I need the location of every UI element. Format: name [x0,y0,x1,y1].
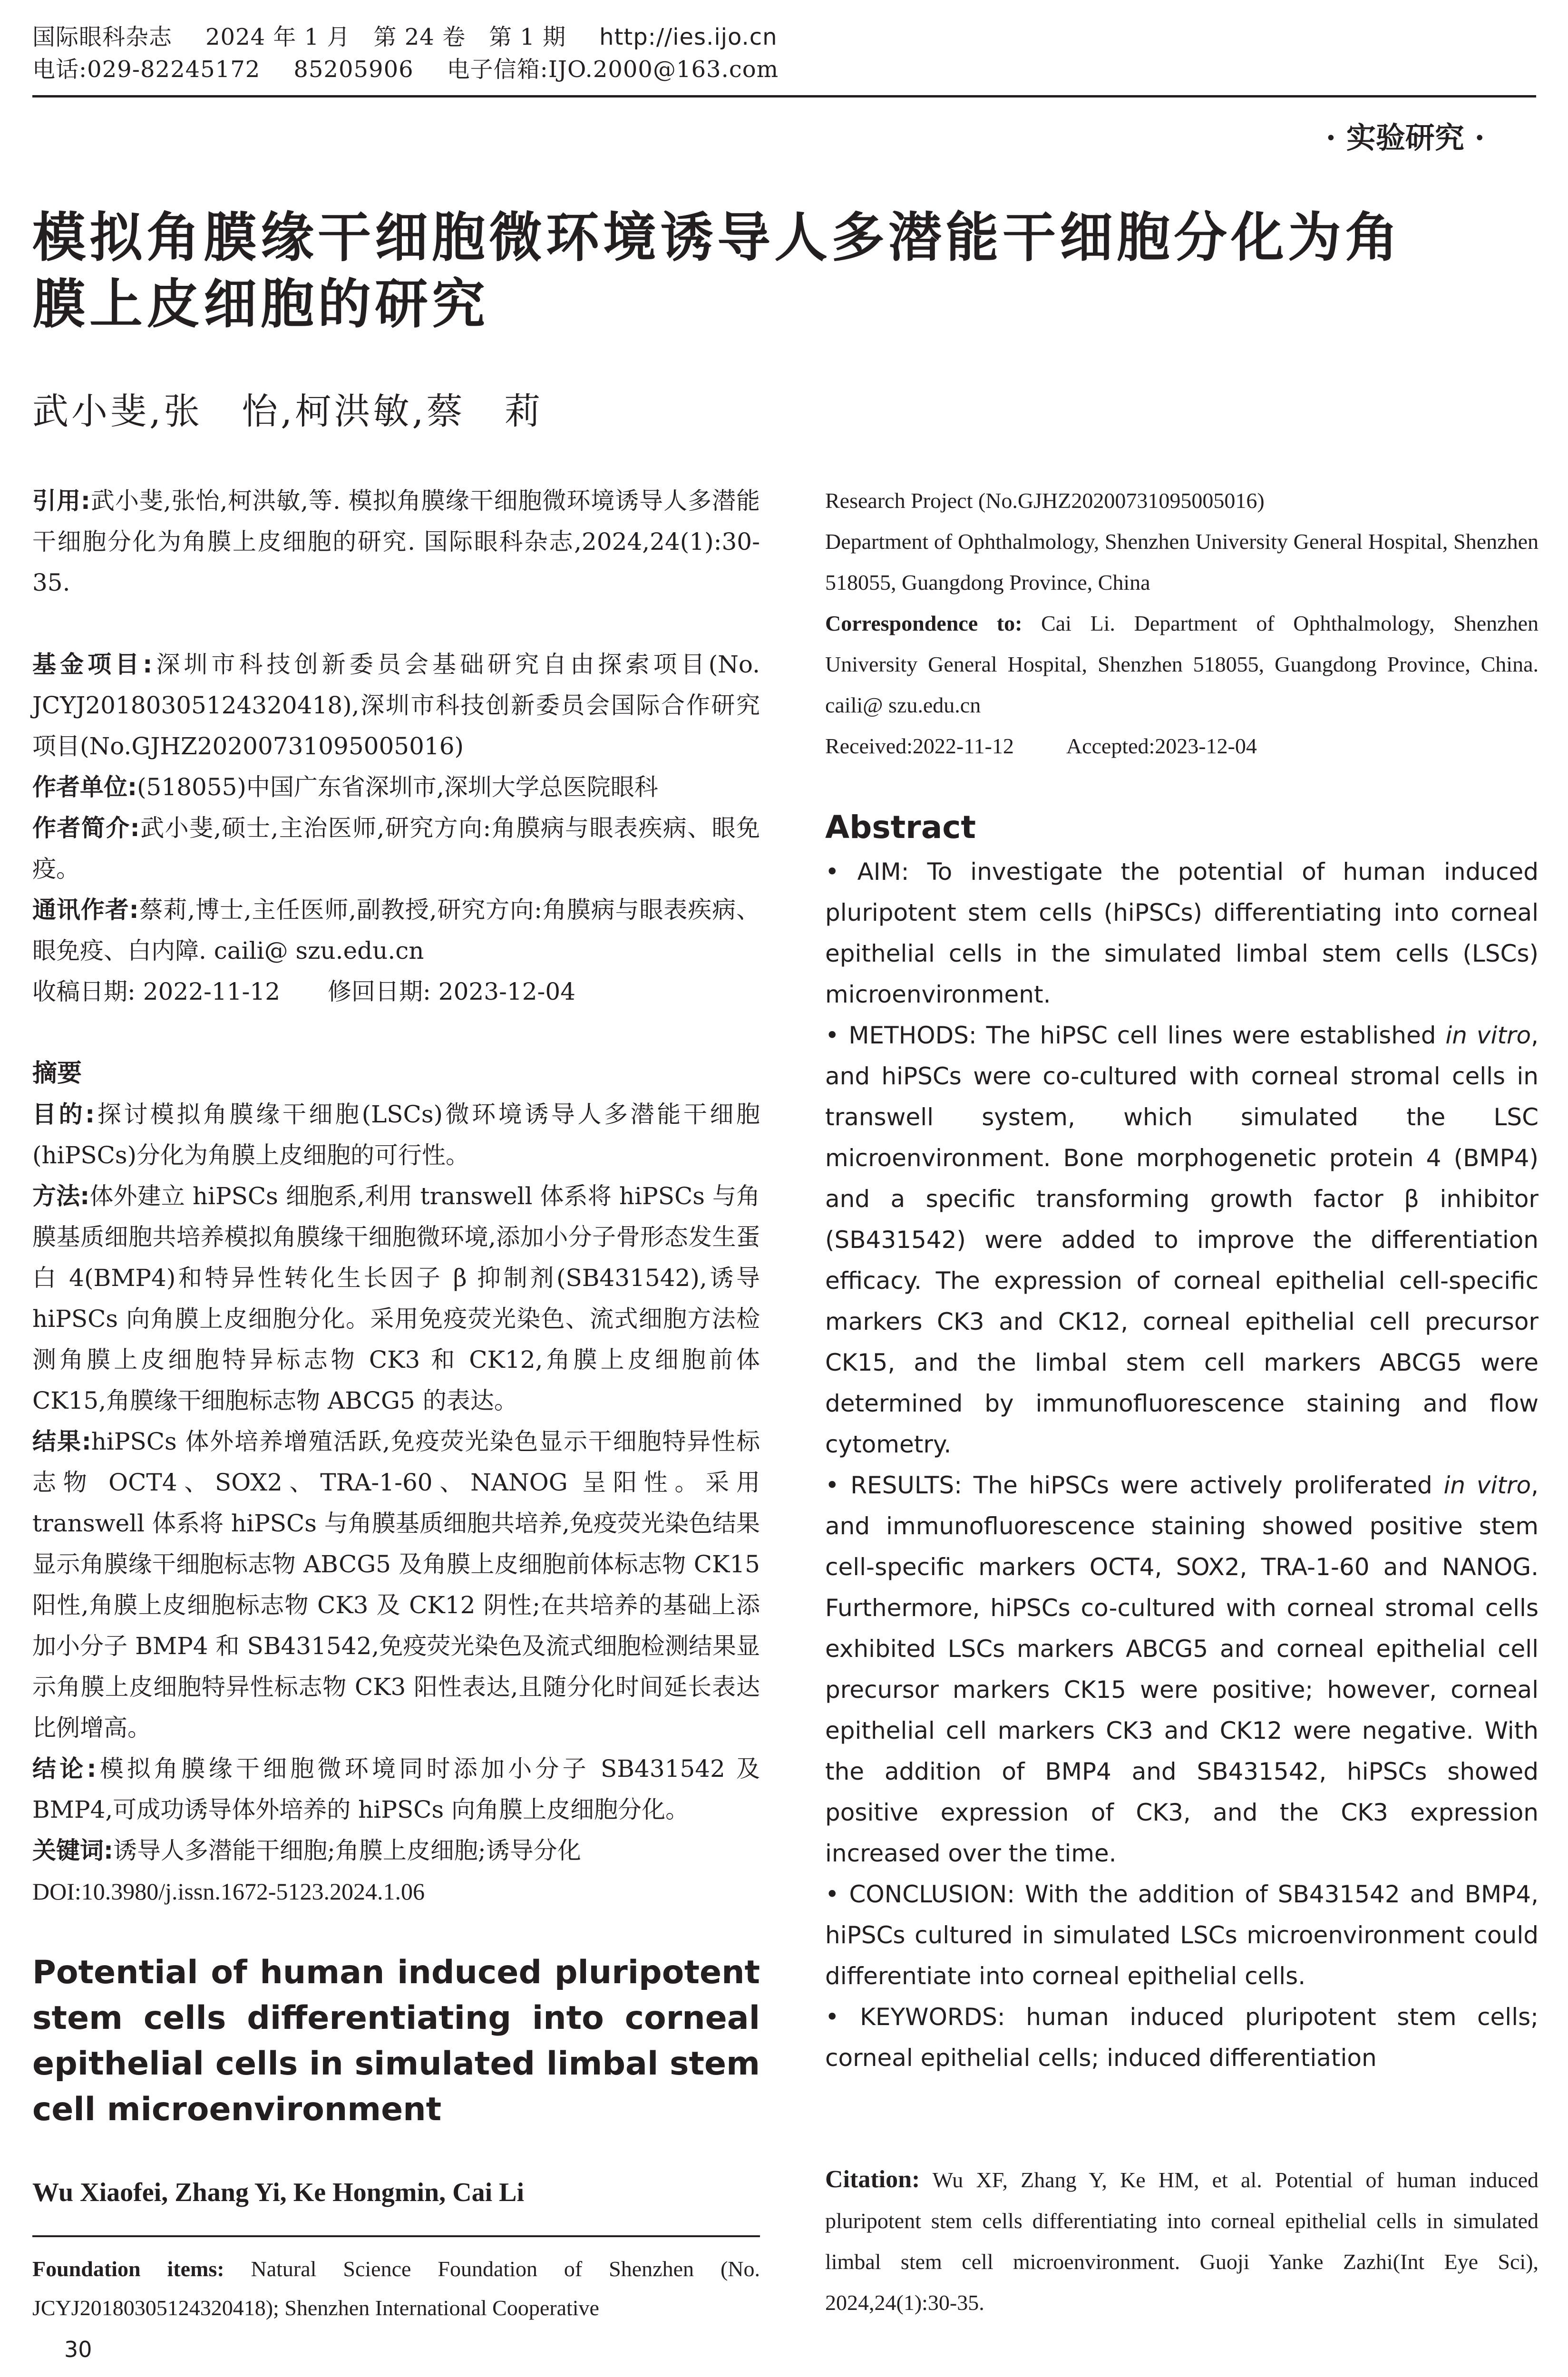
foundation-items-en [32,2250,760,2328]
corresponding-author [32,889,760,971]
header-rule [32,95,1536,97]
keywords-cn [32,1830,760,1871]
abstract-heading-cn: 摘要 [32,1059,82,1088]
methods-label-en: • METHODS: [825,1022,977,1049]
methods-text-cn: 体外建立 hiPSCs 细胞系,利用 transwell 体系将 hiPSCs 与角膜基质细胞共培养模拟角膜缘干细胞微环境,添加小分子骨形态发生蛋白 4(BMP4)和特异性转化生长因子 β 抑制剂(SB431542),诱导 hiPSCs 向角膜上皮细胞分化。采用免疫荧光染色、流式细胞方法检测角膜上皮细胞特异标志物 CK3 和 CK12,角膜上皮细胞前体 CK15,角膜缘干细胞标志物 ABCG5 的表达。 [32,1182,760,1414]
title-cn-line-2: 膜上皮细胞的研究 [32,273,489,335]
article-title-cn [32,205,1545,338]
correspondence-text: Cai Li. Department of Ophthalmology, Shenzhen University General Hospital, Shenzhen 518055, Guangdong Province, China. caili@ szu.edu.cn [825,611,1539,717]
aim-text-cn: 探讨模拟角膜缘干细胞(LSCs)微环境诱导人多潜能干细胞(hiPSCs)分化为角膜上皮细胞的可行性。 [32,1101,760,1169]
abstract-aim-en [825,851,1539,1015]
conclusion-text-en: With the addition of SB431542 and BMP4, hiPSCs cultured in simulated LSCs microenvironment could differentiate into corneal epithelial cells. [825,1880,1539,1990]
intro-text: 武小斐,硕士,主治医师,研究方向:角膜病与眼表疾病、眼免疫。 [32,814,760,883]
intro-label: 作者简介: [32,814,140,842]
keywords-en [825,1997,1539,2078]
abstract-conclusion-cn [32,1748,760,1830]
methods-text-en: , and hiPSCs were co-cultured with corneal stromal cells in transwell system, which simulated the LSC microenvironment. Bone morphogenetic protein 4 (BMP4) and a specific transforming growth factor β inhibitor (SB431542) were added to improve the differentiation efficacy. The expression of corneal epithelial cell-specific markers CK3 and CK12, corneal epithelial cell precursor CK15, and the limbal stem cell markers ABCG5 were determined by immunofluorescence staining and flow cytometry. [825,1022,1539,1458]
conclusion-text-cn: 模拟角膜缘干细胞微环境同时添加小分子 SB431542 及 BMP4,可成功诱导体外培养的 hiPSCs 向角膜上皮细胞分化。 [32,1755,760,1823]
abstract-methods-cn [32,1176,760,1421]
citation-cn-label: 引用: [32,487,90,515]
abstract-aim-cn [32,1094,760,1176]
abstract-en [825,804,1539,2078]
abstract-methods-en [825,1015,1539,1465]
foundation-continued: Research Project (No.GJHZ20200731095005016) [825,488,1265,513]
citation-en [825,2159,1539,2323]
citation-en-label: Citation: [825,2166,920,2193]
abstract-results-cn [32,1421,760,1748]
issue-info: 2024 年 1 月 第 24 卷 第 1 期 [205,24,566,50]
aim-text-en: To investigate the potential of human induced pluripotent stem cells (hiPSCs) differentiating into corneal epithelial cells in the simulated limbal stem cells (LSCs) microenvironment. [825,858,1539,1008]
corr-label: 通讯作者: [32,896,139,924]
corr-text: 蔡莉,博士,主任医师,副教授,研究方向:角膜病与眼表疾病、眼免疫、白内障. caili@ szu.edu.cn [32,896,760,964]
author-intro [32,808,760,889]
results-label-cn: 结果: [32,1428,91,1455]
methods-pre-en: The hiPSC cell lines were established [986,1022,1436,1049]
fund-text: 深圳市科技创新委员会基础研究自由探索项目(No. JCYJ20180305124320418),深圳市科技创新委员会国际合作研究项目(No.GJHZ20200731095005016) [32,651,760,760]
results-italic-en: in vitro [1443,1471,1531,1499]
fund-info [32,644,760,767]
phone-number: 电话:029-82245172 [32,56,261,83]
department-affiliation: Department of Ophthalmology, Shenzhen University General Hospital, Shenzhen 518055, Guangdong Province, China [825,529,1539,594]
correspondence-en [825,603,1539,726]
article-title-en: Potential of human induced pluripotent stem cells differentiating into corneal epithelial cells in simulated limbal stem cell microenvironment [32,1954,760,2128]
abstract-results-en [825,1465,1539,1874]
methods-label-cn: 方法: [32,1182,90,1210]
citation-en-text: Wu XF, Zhang Y, Ke HM, et al. Potential of human induced pluripotent stem cells differentiating into corneal epithelial cells in simulated limbal stem cell microenvironment. Guoji Yanke Zazhi(Int Eye Sci), 2024,24(1):30-35. [825,2168,1539,2315]
left-column [32,480,760,1912]
keywords-text-cn: 诱导人多潜能干细胞;角膜上皮细胞;诱导分化 [113,1837,581,1864]
section-tag: · 实验研究 · [1325,120,1485,155]
methods-italic-en: in vitro [1445,1022,1531,1049]
left-footnote-rule [32,2235,760,2237]
results-text-en: , and immunofluorescence staining showed positive stem cell-specific markers OCT4, SOX2, TRA-1-60 and NANOG. Furthermore, hiPSCs co-cultured with corneal stromal cells exhibited LSCs markers ABCG5 and corneal epithelial cell precursor markers CK15 were positive; however, corneal epithelial cell markers CK3 and CK12 were negative. With the addition of BMP4 and SB431542, hiPSCs showed positive expression of CK3, and the CK3 expression increased over the time. [825,1471,1539,1867]
abstract-conclusion-en [825,1874,1539,1997]
citation-cn-text: 武小斐,张怡,柯洪敏,等. 模拟角膜缘干细胞微环境诱导人多潜能干细胞分化为角膜上皮细胞的研究. 国际眼科杂志,2024,24(1):30-35. [32,487,760,596]
right-column-meta [825,480,1539,767]
unit-label: 作者单位: [32,773,137,801]
journal-url[interactable]: http://ies.ijo.cn [599,24,778,50]
foundation-label: Foundation items: [32,2257,224,2281]
email-address[interactable]: 电子信箱:IJO.2000@163.com [447,56,779,83]
results-text-cn: hiPSCs 体外培养增殖活跃,免疫荧光染色显示干细胞特异性标志物 OCT4、SOX2、TRA-1-60、NANOG 呈阳性。采用 transwell 体系将 hiPSCs 与角膜基质细胞共培养,免疫荧光染色结果显示角膜缘干细胞标志物 ABCG5 及角膜上皮细胞前体标志物 CK15 阳性,角膜上皮细胞标志物 CK3 及 CK12 阴性;在共培养的基础上添加小分子 BMP4 和 SB431542,免疫荧光染色及流式细胞检测结果显示角膜上皮细胞特异性标志物 CK3 阳性表达,且随分化时间延长表达比例增高。 [32,1428,760,1742]
page-number: 30 [64,2337,92,2362]
abstract-heading-en: Abstract [825,809,976,846]
citation-cn [32,480,760,603]
aim-label-en: • AIM: [825,858,909,886]
received-dates-cn: 收稿日期: 2022-11-12 修回日期: 2023-12-04 [32,978,576,1005]
accepted-date: Accepted:2023-12-04 [1066,734,1257,758]
received-accepted-en [825,726,1539,767]
keywords-label-cn: 关键词: [32,1837,113,1864]
unit-text: (518055)中国广东省深圳市,深圳大学总医院眼科 [137,773,658,801]
results-pre-en: The hiPSCs were actively proliferated [973,1471,1432,1499]
phone-number-2: 85205906 [293,56,414,83]
author-unit [32,767,760,808]
foundation-text: Natural Science Foundation of Shenzhen (No. JCYJ20180305124320418); Shenzhen International Cooperative [32,2257,760,2320]
conclusion-label-cn: 结论: [32,1755,97,1783]
header-line-1 [32,21,1535,53]
aim-label-cn: 目的: [32,1101,95,1128]
keywords-label-en: • KEYWORDS: [825,2003,1005,2031]
header-line-2 [32,53,1535,86]
title-cn-line-1: 模拟角膜缘干细胞微环境诱导人多潜能干细胞分化为角 [32,207,1402,269]
authors-en: Wu Xiaofei, Zhang Yi, Ke Hongmin, Cai Li [32,2178,525,2207]
conclusion-label-en: • CONCLUSION: [825,1880,1015,1908]
fund-label: 基金项目: [32,651,153,678]
authors-cn: 武小斐,张 怡,柯洪敏,蔡 莉 [32,390,544,432]
doi[interactable]: DOI:10.3980/j.issn.1672-5123.2024.1.06 [32,1878,425,1905]
results-label-en: • RESULTS: [825,1471,963,1499]
correspondence-label: Correspondence to: [825,611,1023,635]
journal-name: 国际眼科杂志 [32,24,173,50]
keywords-text-en: human induced pluripotent stem cells; corneal epithelial cells; induced differentiation [825,2003,1539,2072]
running-header [32,21,1535,86]
received-date: Received:2022-11-12 [825,734,1014,758]
